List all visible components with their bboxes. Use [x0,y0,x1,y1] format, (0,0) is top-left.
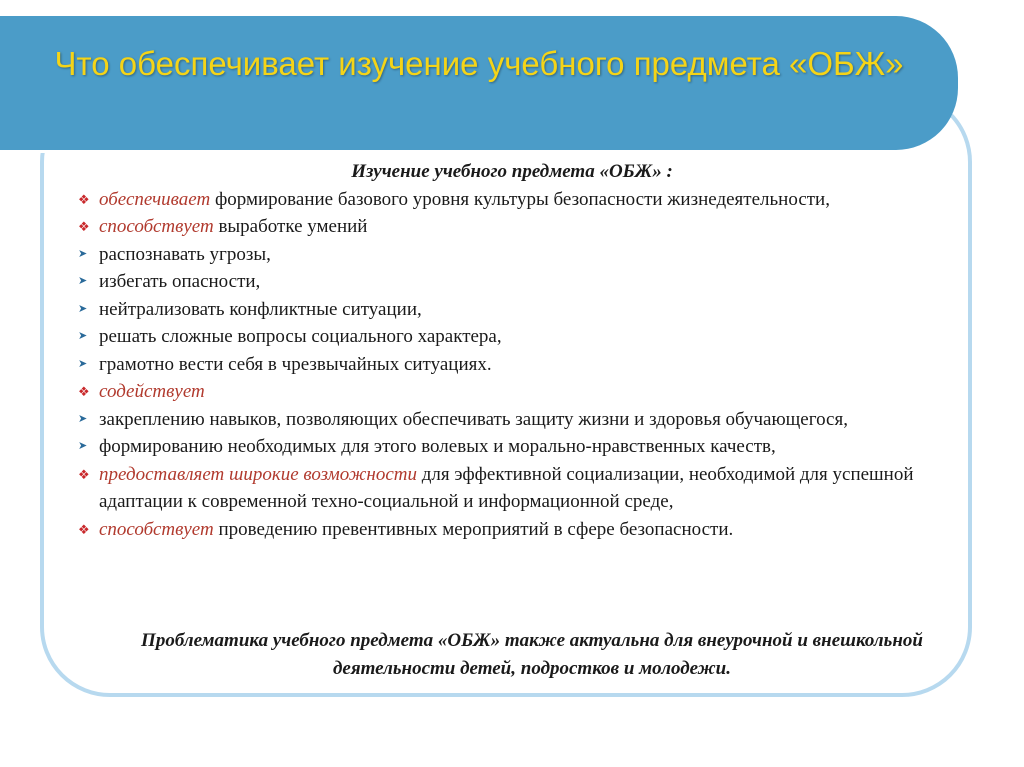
list-item [72,268,952,296]
intro-heading: Изучение учебного предмета «ОБЖ» : [351,161,673,182]
list-item [72,461,952,516]
item-text: для эффективной социализации, необходимой для успешной адаптации к современной техно-социальной и информационной среде, [99,463,914,512]
item-text: распознавать угрозы, [99,243,271,265]
arrowhead-bullet-icon: ➤ [78,357,88,370]
list-item [72,406,952,434]
item-text: избегать опасности, [99,271,261,292]
title-underline [0,150,906,153]
arrowhead-bullet-icon: ➤ [78,247,88,260]
highlight-verb: содействует [99,381,205,402]
list-item [72,296,952,324]
list-item [72,516,952,544]
four-diamond-bullet-icon: ❖ [78,219,90,234]
highlight-verb: обеспечивает [99,188,211,210]
item-text: формированию необходимых для этого волевых и морально-нравственных качеств, [99,436,776,457]
four-diamond-bullet-icon: ❖ [78,466,90,482]
footer-note: Проблематика учебного предмета «ОБЖ» также актуальна для внеурочной и внешкольной деятельности детей, подростков и молодежи. [141,630,923,679]
list-item [72,186,952,214]
list-item [72,433,952,461]
bullet-list [72,186,952,544]
list-item [72,213,952,241]
list-item [72,241,952,269]
list-item [72,351,952,379]
arrowhead-bullet-icon: ➤ [78,440,88,452]
title-banner [0,16,958,150]
item-text: нейтрализовать конфликтные ситуации, [99,298,422,320]
arrowhead-bullet-icon: ➤ [78,302,88,315]
arrowhead-bullet-icon: ➤ [78,275,88,287]
item-text: закреплению навыков, позволяющих обеспечивать защиту жизни и здоровья обучающегося, [99,408,848,430]
item-text: решать сложные вопросы социального характера, [99,326,502,347]
slide-body [72,158,952,543]
four-diamond-bullet-icon: ❖ [78,191,90,207]
four-diamond-bullet-icon: ❖ [78,384,90,399]
list-item [72,323,952,351]
arrowhead-bullet-icon: ➤ [78,330,88,342]
list-item [72,378,952,406]
item-text: формирование базового уровня культуры безопасности жизнедеятельности, [210,188,830,210]
slide-title: Что обеспечивает изучение учебного предмета «ОБЖ» [54,45,904,82]
item-text: проведению превентивных мероприятий в сфере безопасности. [213,518,734,540]
four-diamond-bullet-icon: ❖ [78,521,90,537]
item-text: грамотно вести себя в чрезвычайных ситуациях. [99,353,492,375]
highlight-verb: способствует [99,518,214,540]
highlight-verb: способствует [99,216,214,237]
item-text: выработке умений [213,216,368,237]
highlight-verb: предоставляет широкие возможности [99,463,417,485]
arrowhead-bullet-icon: ➤ [78,412,88,425]
